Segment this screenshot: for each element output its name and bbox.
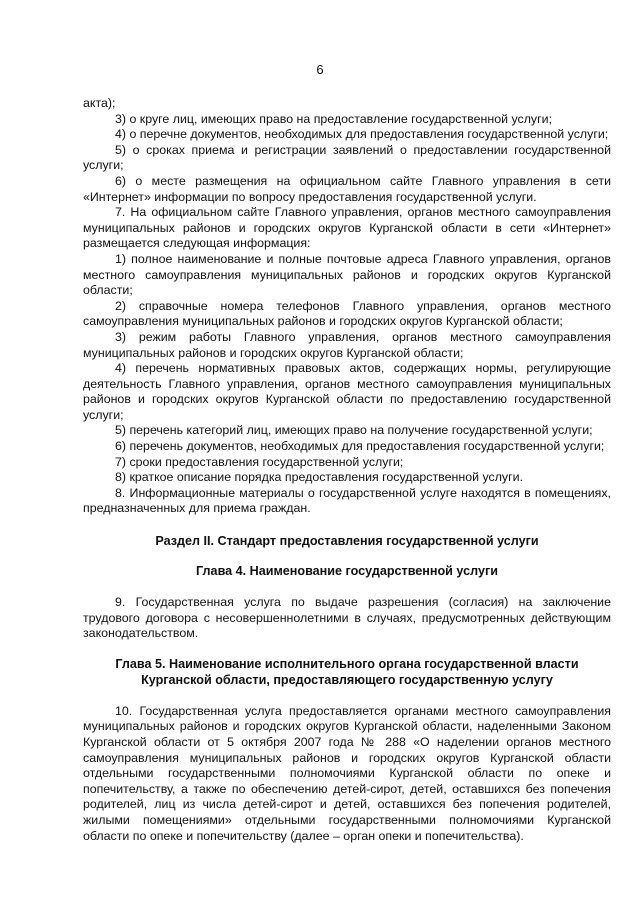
paragraph: 3) режим работы Главного управления, органов местного самоуправления муниципальных районов и городских округов Курганской области;: [83, 329, 611, 360]
paragraph: 9. Государственная услуга по выдаче разрешения (согласия) на заключение трудового договора с несовершеннолетними в случаях, предусмотренных действующим законодательством.: [83, 595, 611, 641]
chapter-heading-line: Глава 5. Наименование исполнительного органа государственной власти: [115, 656, 579, 671]
paragraph: 10. Государственная услуга предоставляется органами местного самоуправления муниципальных районов и городских округов Курганской области, наделенными Законом Курганской области от 5 октября 2007 года № 288 «О наделении органов местного самоуправления муниципальных районов и городских округов Курганской области отдельными государственными полномочиями Курганской области по опеке и попечительству, а также по обеспечению детей-сирот, детей, оставшихся без попечения родителей, лиц из числа детей-сирот и детей, оставшихся без попечения родителей, жилыми помещениями» отдельными государственными полномочиями Курганской области по опеке и попечительству (далее – орган опеки и попечительства).: [83, 703, 611, 843]
paragraph: 5) перечень категорий лиц, имеющих право на получение государственной услуги;: [115, 423, 593, 438]
chapter-heading: Глава 4. Наименование государственной услуги: [196, 564, 498, 579]
paragraph: 7. На официальном сайте Главного управления, органов местного самоуправления муниципальных районов и городских округов Курганской области в сети «Интернет» размещается следующая информация:: [83, 205, 611, 251]
paragraph: 5) о сроках приема и регистрации заявлений о предоставлении государственной услуги;: [83, 142, 611, 173]
paragraph: 1) полное наименование и полные почтовые адреса Главного управления, органов местного самоуправления муниципальных районов и городских округов Курганской области;: [83, 251, 611, 298]
section-heading: Раздел II. Стандарт предоставления государственной услуги: [155, 534, 539, 549]
page-number: 6: [316, 62, 324, 77]
paragraph: 4) перечень нормативных правовых актов, содержащих нормы, регулирующие деятельность Главного управления, органов местного самоуправления муниципальных районов и городских округов Курганской области по предоставлению государственной услуги;: [83, 361, 611, 422]
document-body: [83, 96, 611, 844]
chapter-heading: [83, 656, 611, 688]
paragraph: 6) перечень документов, необходимых для предоставления государственной услуги;: [115, 439, 605, 454]
paragraph: 6) о месте размещения на официальном сайте Главного управления в сети «Интернет» информации по вопросу предоставления государственной услуги.: [83, 173, 611, 204]
paragraph: 3) о круге лиц, имеющих право на предоставление государственной услуги;: [115, 111, 553, 126]
paragraph: 2) справочные номера телефонов Главного управления, органов местного самоуправления муниципальных районов и городских округов Курганской области;: [83, 298, 611, 329]
paragraph: 8. Информационные материалы о государственной услуге находятся в помещениях, предназначенных для приема граждан.: [83, 485, 611, 516]
paragraph: 7) сроки предоставления государственной услуги;: [115, 454, 404, 469]
paragraph: акта);: [83, 96, 116, 110]
chapter-heading-line: Курганской области, предоставляющего государственную услугу: [141, 672, 553, 687]
paragraph: 4) о перечне документов, необходимых для предоставления государственной услуги;: [115, 127, 609, 142]
paragraph: 8) краткое описание порядка предоставления государственной услуги.: [115, 470, 524, 485]
